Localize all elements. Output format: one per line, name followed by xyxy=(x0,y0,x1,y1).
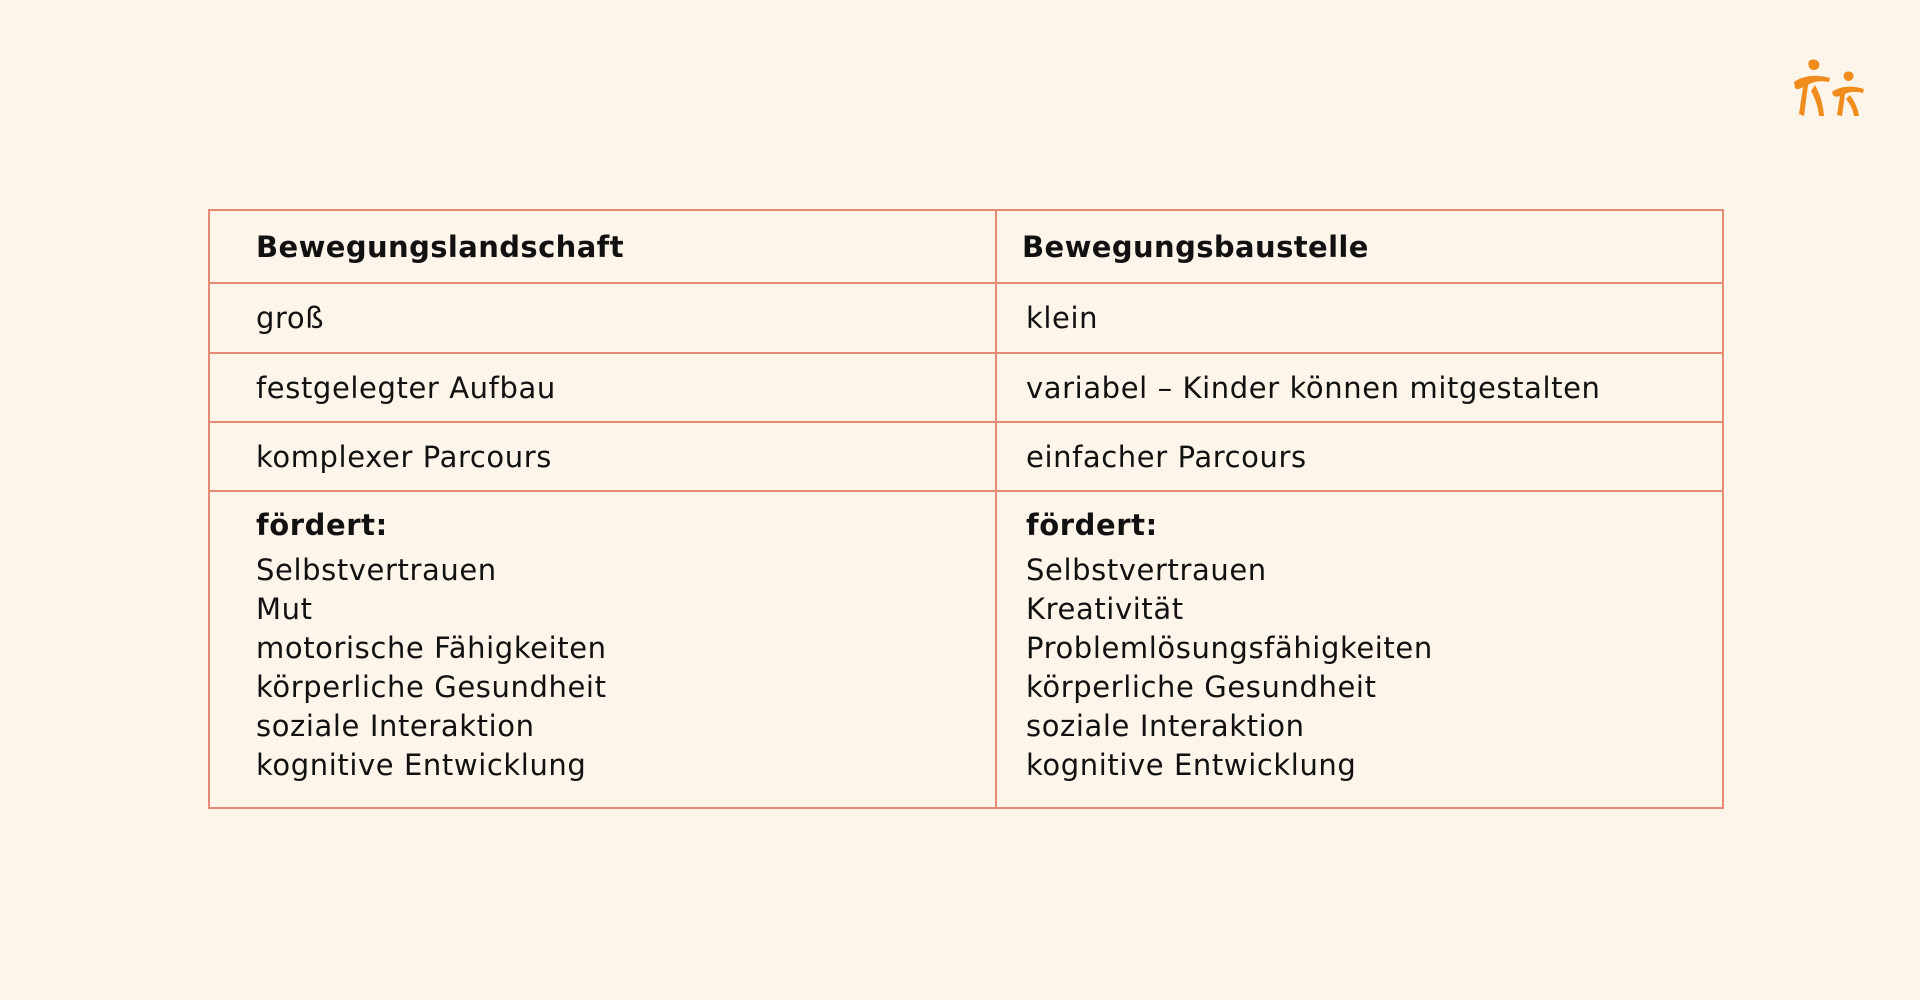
promotes-heading: fördert: xyxy=(256,508,388,542)
list-item: motorische Fähigkeiten xyxy=(256,631,607,665)
promotes-heading: fördert: xyxy=(1026,508,1158,542)
table-row xyxy=(210,352,1722,421)
list-item: Selbstvertrauen xyxy=(256,553,497,587)
table-header-bewegungsbaustelle: Bewegungsbaustelle xyxy=(1022,229,1369,264)
promotes-list-right xyxy=(997,492,1722,807)
table-row xyxy=(210,282,1722,352)
list-item: Problemlösungsfähigkeiten xyxy=(1026,631,1433,665)
table-row xyxy=(210,421,1722,490)
table-cell: groß xyxy=(210,284,997,352)
table-cell: klein xyxy=(1026,301,1099,335)
table-cell: festgelegter Aufbau xyxy=(210,354,997,421)
list-item: körperliche Gesundheit xyxy=(1026,670,1377,704)
list-item: körperliche Gesundheit xyxy=(256,670,607,704)
list-item: Kreativität xyxy=(1026,592,1184,626)
list-item: Selbstvertrauen xyxy=(1026,553,1267,587)
list-item: soziale Interaktion xyxy=(256,709,535,743)
list-item: kognitive Entwicklung xyxy=(1026,748,1357,782)
two-children-figures-icon xyxy=(1790,58,1870,122)
table-header-bewegungslandschaft: Bewegungslandschaft xyxy=(210,211,997,282)
list-item: Mut xyxy=(256,592,313,626)
list-item: kognitive Entwicklung xyxy=(256,748,587,782)
table-cell: variabel – Kinder können mitgestalten xyxy=(1026,370,1601,405)
comparison-table xyxy=(208,209,1724,809)
table-cell: einfacher Parcours xyxy=(1026,439,1307,474)
list-item: soziale Interaktion xyxy=(1026,709,1305,743)
promotes-list-left xyxy=(210,492,997,807)
table-row-promotes xyxy=(210,490,1722,807)
table-cell: komplexer Parcours xyxy=(210,423,997,490)
table-header-row xyxy=(210,211,1722,282)
